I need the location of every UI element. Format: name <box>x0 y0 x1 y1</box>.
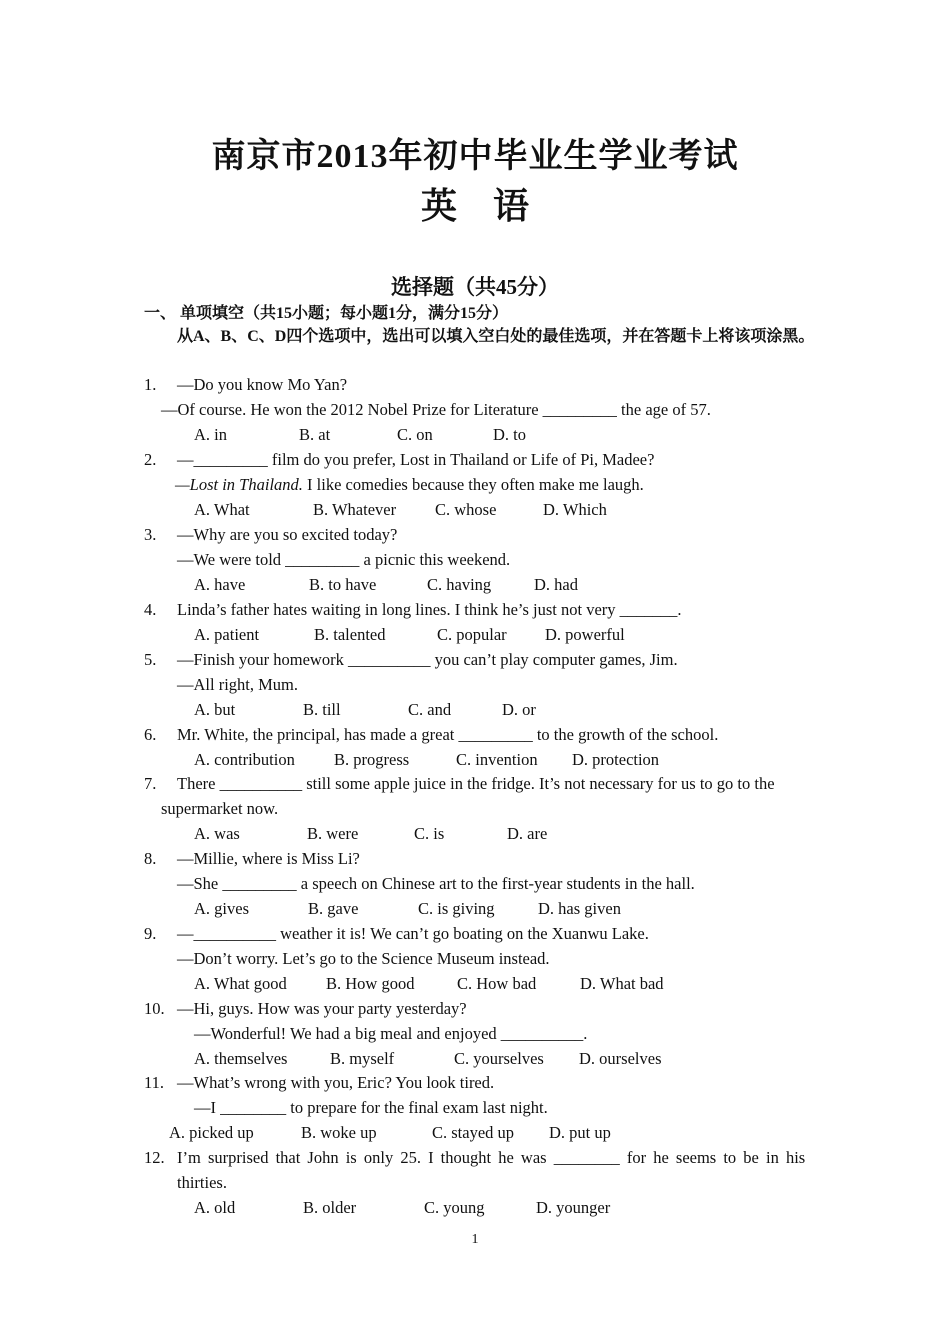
question-number: 4. <box>144 600 157 619</box>
question-line: —__________ weather it is! We can’t go boating on the Xuanwu Lake. <box>177 924 649 943</box>
question-line: —What’s wrong with you, Eric? You look tired. <box>177 1073 495 1092</box>
question-line: —Of course. He won the 2012 Nobel Prize for Literature _________ the age of 57. <box>161 400 711 419</box>
section-instruction: 从A、B、C、D四个选项中，选出可以填入空白处的最佳选项，并在答题卡上将该项涂黑。 <box>177 328 815 345</box>
question-line: —Why are you so excited today? <box>177 525 398 544</box>
option-d: D. or <box>502 700 536 719</box>
option-a: A. contribution <box>194 750 295 769</box>
option-c: C. yourselves <box>454 1049 544 1068</box>
question-line: —I ________ to prepare for the final exam last night. <box>194 1098 548 1117</box>
option-d: D. powerful <box>545 625 625 644</box>
section-heading: 一、 单项填空（共15小题；每小题1分，满分15分） <box>144 305 509 322</box>
option-a: A. patient <box>194 625 260 644</box>
option-d: D. put up <box>549 1123 611 1142</box>
page-number: 1 <box>471 1232 479 1247</box>
question-number: 2. <box>144 450 157 469</box>
option-b: B. were <box>307 824 359 843</box>
question-line: Mr. White, the principal, has made a great _________ to the growth of the school. <box>177 725 719 744</box>
option-a: A. What good <box>194 974 287 993</box>
option-c: C. on <box>397 425 433 444</box>
option-c: C. stayed up <box>432 1123 515 1142</box>
part-title: 选择题（共45分） <box>391 275 559 299</box>
option-a: A. old <box>194 1198 236 1217</box>
question-number: 11. <box>144 1073 165 1092</box>
question-line: —Millie, where is Miss Li? <box>177 849 360 868</box>
option-c: C. is giving <box>418 899 495 918</box>
question-line: —Don’t worry. Let’s go to the Science Museum instead. <box>177 949 550 968</box>
question-line: —Hi, guys. How was your party yesterday? <box>177 999 467 1018</box>
option-b: B. How good <box>326 974 415 993</box>
question-line: —She _________ a speech on Chinese art to the first-year students in the hall. <box>177 874 695 893</box>
question-line: Linda’s father hates waiting in long lines. I think he’s just not very _______. <box>177 600 682 619</box>
question-number: 7. <box>144 774 157 793</box>
question-line: —Finish your homework __________ you can’t play computer games, Jim. <box>177 650 678 669</box>
option-a: A. What <box>194 500 250 519</box>
option-b: B. gave <box>308 899 359 918</box>
option-d: D. What bad <box>580 974 664 993</box>
option-c: C. is <box>414 824 445 843</box>
question-line: There __________ still some apple juice in the fridge. It’s not necessary for us to go to the <box>177 774 775 793</box>
option-a: A. have <box>194 575 246 594</box>
question-line: thirties. <box>177 1173 227 1192</box>
option-a: A. picked up <box>169 1123 254 1142</box>
option-c: C. and <box>408 700 452 719</box>
question-number: 8. <box>144 849 157 868</box>
option-c: C. invention <box>456 750 538 769</box>
option-b: B. progress <box>334 750 410 769</box>
option-b: B. talented <box>314 625 386 644</box>
question-line: —Do you know Mo Yan? <box>177 375 348 394</box>
exam-title: 南京市2013年初中毕业生学业考试 <box>211 138 739 175</box>
question-line: —Wonderful! We had a big meal and enjoyed __________. <box>194 1024 588 1043</box>
option-d: D. protection <box>572 750 660 769</box>
option-b: B. myself <box>330 1049 395 1068</box>
option-b: B. at <box>299 425 331 444</box>
question-line: supermarket now. <box>161 799 279 818</box>
question-line: —We were told _________ a picnic this weekend. <box>177 550 511 569</box>
option-a: A. themselves <box>194 1049 288 1068</box>
subject-title: 英 语 <box>420 186 530 226</box>
question-line: —_________ film do you prefer, Lost in Thailand or Life of Pi, Madee? <box>177 450 655 469</box>
option-a: A. gives <box>194 899 249 918</box>
question-number: 6. <box>144 725 157 744</box>
question-line: I’m surprised that John is only 25. I thought he was ________ for he seems to be in his <box>177 1148 806 1167</box>
option-a: A. in <box>194 425 227 444</box>
option-d: D. ourselves <box>579 1049 662 1068</box>
question-number: 3. <box>144 525 157 544</box>
option-b: B. woke up <box>301 1123 377 1142</box>
option-d: D. had <box>534 575 578 594</box>
option-c: C. How bad <box>457 974 537 993</box>
option-b: B. to have <box>309 575 377 594</box>
option-d: D. has given <box>538 899 621 918</box>
option-c: C. popular <box>437 625 507 644</box>
question-number: 5. <box>144 650 157 669</box>
question-number: 1. <box>144 375 157 394</box>
option-c: C. whose <box>435 500 497 519</box>
option-b: B. Whatever <box>313 500 397 519</box>
question-line: —All right, Mum. <box>177 675 299 694</box>
option-d: D. are <box>507 824 548 843</box>
option-d: D. younger <box>536 1198 611 1217</box>
option-b: B. till <box>303 700 341 719</box>
option-c: C. having <box>427 575 492 594</box>
option-a: A. was <box>194 824 240 843</box>
question-number: 9. <box>144 924 157 943</box>
question-line: —Lost in Thailand. I like comedies because they often make me laugh. <box>175 475 644 494</box>
option-b: B. older <box>303 1198 357 1217</box>
question-number: 10. <box>144 999 165 1018</box>
option-d: D. Which <box>543 500 607 519</box>
option-d: D. to <box>493 425 526 444</box>
question-number: 12. <box>144 1148 165 1167</box>
option-a: A. but <box>194 700 236 719</box>
option-c: C. young <box>424 1198 485 1217</box>
